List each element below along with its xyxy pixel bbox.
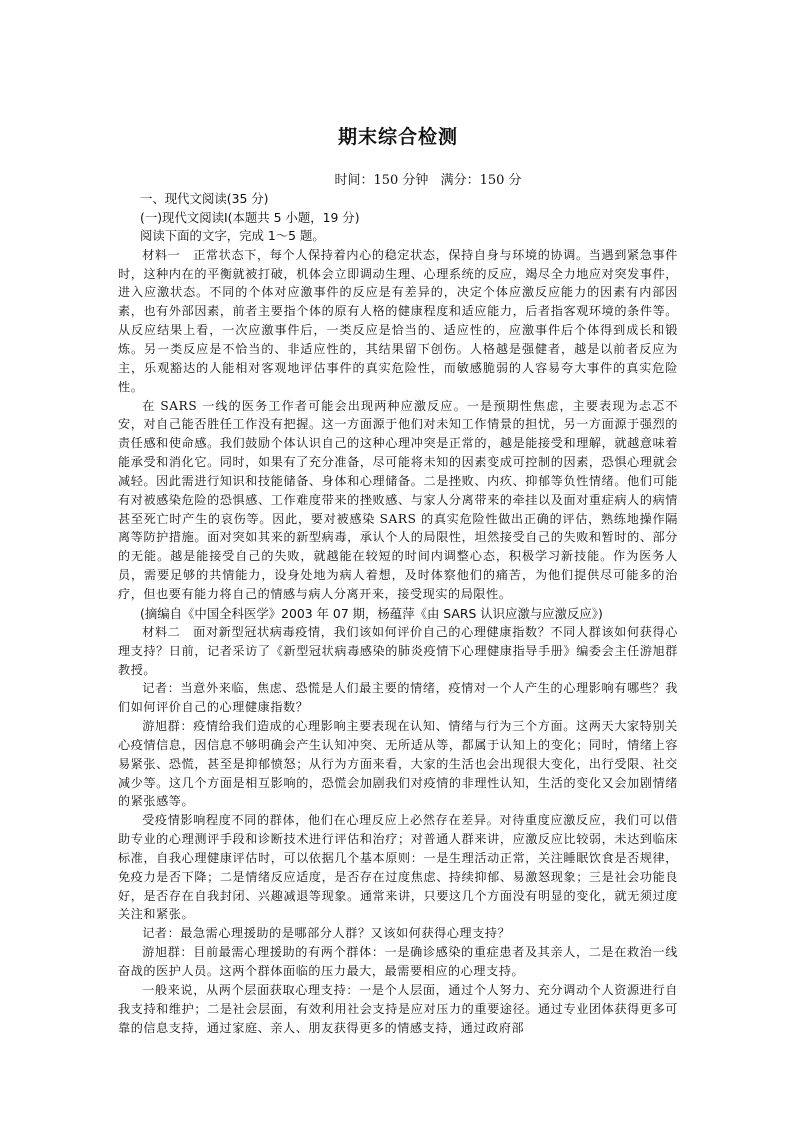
interview-answer-2-continued: 一般来说，从两个层面获取心理支持：一是个人层面，通过个人努力、充分调动个人资源进行自我支持和维护；二是社会层面，有效利用社会支持是应对压力的重要途径。通过专业团体获得更多可靠的信息支持，通过家庭、亲人、朋友获得更多的情感支持，通过政府部 xyxy=(118,982,678,1035)
interview-answer-2: 游旭群：目前最需心理援助的有两个群体：一是确诊感染的重症患者及其亲人，二是在救治一线奋战的医护人员。这两个群体面临的压力最大，最需要相应的心理支持。 xyxy=(118,945,678,978)
page-title: 期末综合检测 xyxy=(337,126,458,148)
interview-answer-1-continued: 受疫情影响程度不同的群体，他们在心理反应上必然存在差异。对待重度应激反应，我们可以借助专业的心理测评手段和诊断技术进行评估和治疗；对普通人群来讲，应激反应比较弱，未达到临床标准，自我心理健康评估时，可以依据几个基本原则：一是生理活动正常，关注睡眠饮食是否规律，免疫力是否下降；二是情绪反应适度，是否存在过度焦虑、持续抑郁、易激怒现象；三是社会功能良好，是否存在自我封闭、兴趣减退等现象。通常来讲，只要这几个方面没有明显的变化，就无须过度关注和紧张。 xyxy=(118,813,678,922)
section-heading: 一、现代文阅读(35 分) xyxy=(140,191,269,206)
material-one-paragraph-2: 在 SARS 一线的医务工作者可能会出现两种应激反应。一是预期性焦虑，主要表现为忐忑不安，对自己能否胜任工作没有把握。这一方面源于他们对未知工作情景的担忧，另一方面源于强烈的责任感和使命感。我们鼓励个体认识自己的这种心理冲突是正常的，越是能接受和理解，就越意味着能承受和消化它。同时，如果有了充分准备，尽可能将未知的因素变成可控制的因素，恐惧心理就会减轻。因此需进行知识和技能储备、身体和心理储备。二是挫败、内疚、抑郁等负性情绪。他们可能有对被感染危险的恐惧感、工作难度带来的挫败感、与家人分离带来的牵挂以及面对重症病人的病情甚至死亡时产生的哀伤等。因此，要对被感染 SARS 的真实危险性做出正确的评估，熟练地操作隔离等防护措施。面对突如其来的新型病毒，承认个人的局限性，坦然接受自己的失败和暂时的、部分的无能。越是能接受自己的失败，就越能在较短的时间内调整心态，积极学习新技能。作为医务人员，需要足够的共情能力，设身处地为病人着想，及时体察他们的痛苦，为他们提供尽可能多的治疗，但也要有能力将自己的情感与病人分离开来，接受现实的局限性。 xyxy=(118,398,678,601)
material-two-paragraph-1: 材料二 面对新型冠状病毒疫情，我们该如何评价自己的心理健康指数？不同人群该如何获得心理支持？日前，记者采访了《新型冠状病毒感染的肺炎疫情下心理健康指导手册》编委会主任游旭群教授。 xyxy=(118,624,678,677)
material-one-paragraph-1: 材料一 正常状态下，每个人保持着内心的稳定状态，保持自身与环境的协调。当遇到紧急事件时，这种内在的平衡就被打破，机体会立即调动生理、心理系统的反应，竭尽全力地应对突发事件，进入应激状态。不同的个体对应激事件的反应是有差异的，决定个体应激反应能力的因素有内部因素，也有外部因素，前者主要指个体的原有人格的健康程度和适应能力，后者指客观环境的条件等。从反应结果上看，一次应激事件后，一类反应是恰当的、适应性的，应激事件后个体得到成长和锻炼。另一类反应是不恰当的、非适应性的，其结果留下创伤。人格越是强健者，越是以前者反应为主，乐观豁达的人能相对客观地评估事件的真实危险性，而敏感脆弱的人容易夸大事件的真实危险性。 xyxy=(118,247,678,394)
exam-meta xyxy=(118,172,678,190)
document-page xyxy=(118,0,678,1037)
interview-question-2: 记者：最急需心理援助的是哪部分人群？又该如何获得心理支持？ xyxy=(142,926,511,941)
subsection-heading: (一)现代文阅读Ⅰ(本题共 5 小题，19 分) xyxy=(140,209,360,225)
full-score: 满分：150 分 xyxy=(440,173,522,188)
interview-question-1: 记者：当意外来临，焦虑、恐慌是人们最主要的情绪，疫情对一个人产生的心理影响有哪些？我们如何评价自己的心理健康指数？ xyxy=(118,681,678,715)
instruction: 阅读下面的文字，完成 1～5 题。 xyxy=(140,228,325,244)
material-one-source: (摘编自《中国全科医学》2003 年 07 期，杨蕴萍《由 SARS 认识应激与应激反应》) xyxy=(140,605,603,621)
interview-answer-1: 游旭群：疫情给我们造成的心理影响主要表现在认知、情绪与行为三个方面。这两天大家特别关心疫情信息，因信息不够明确会产生认知冲突、无所适从等，都属于认知上的变化；同时，情绪上容易紧张、恐慌，甚至是抑郁愤怒；从行为方面来看，大家的生活也会出现很大变化，出行受限、社交减少等。这几个方面是相互影响的，恐慌会加剧我们对疫情的非理性认知，生活的变化又会加剧情绪的紧张感等。 xyxy=(118,719,678,809)
time-limit: 时间：150 分钟 xyxy=(334,173,429,188)
